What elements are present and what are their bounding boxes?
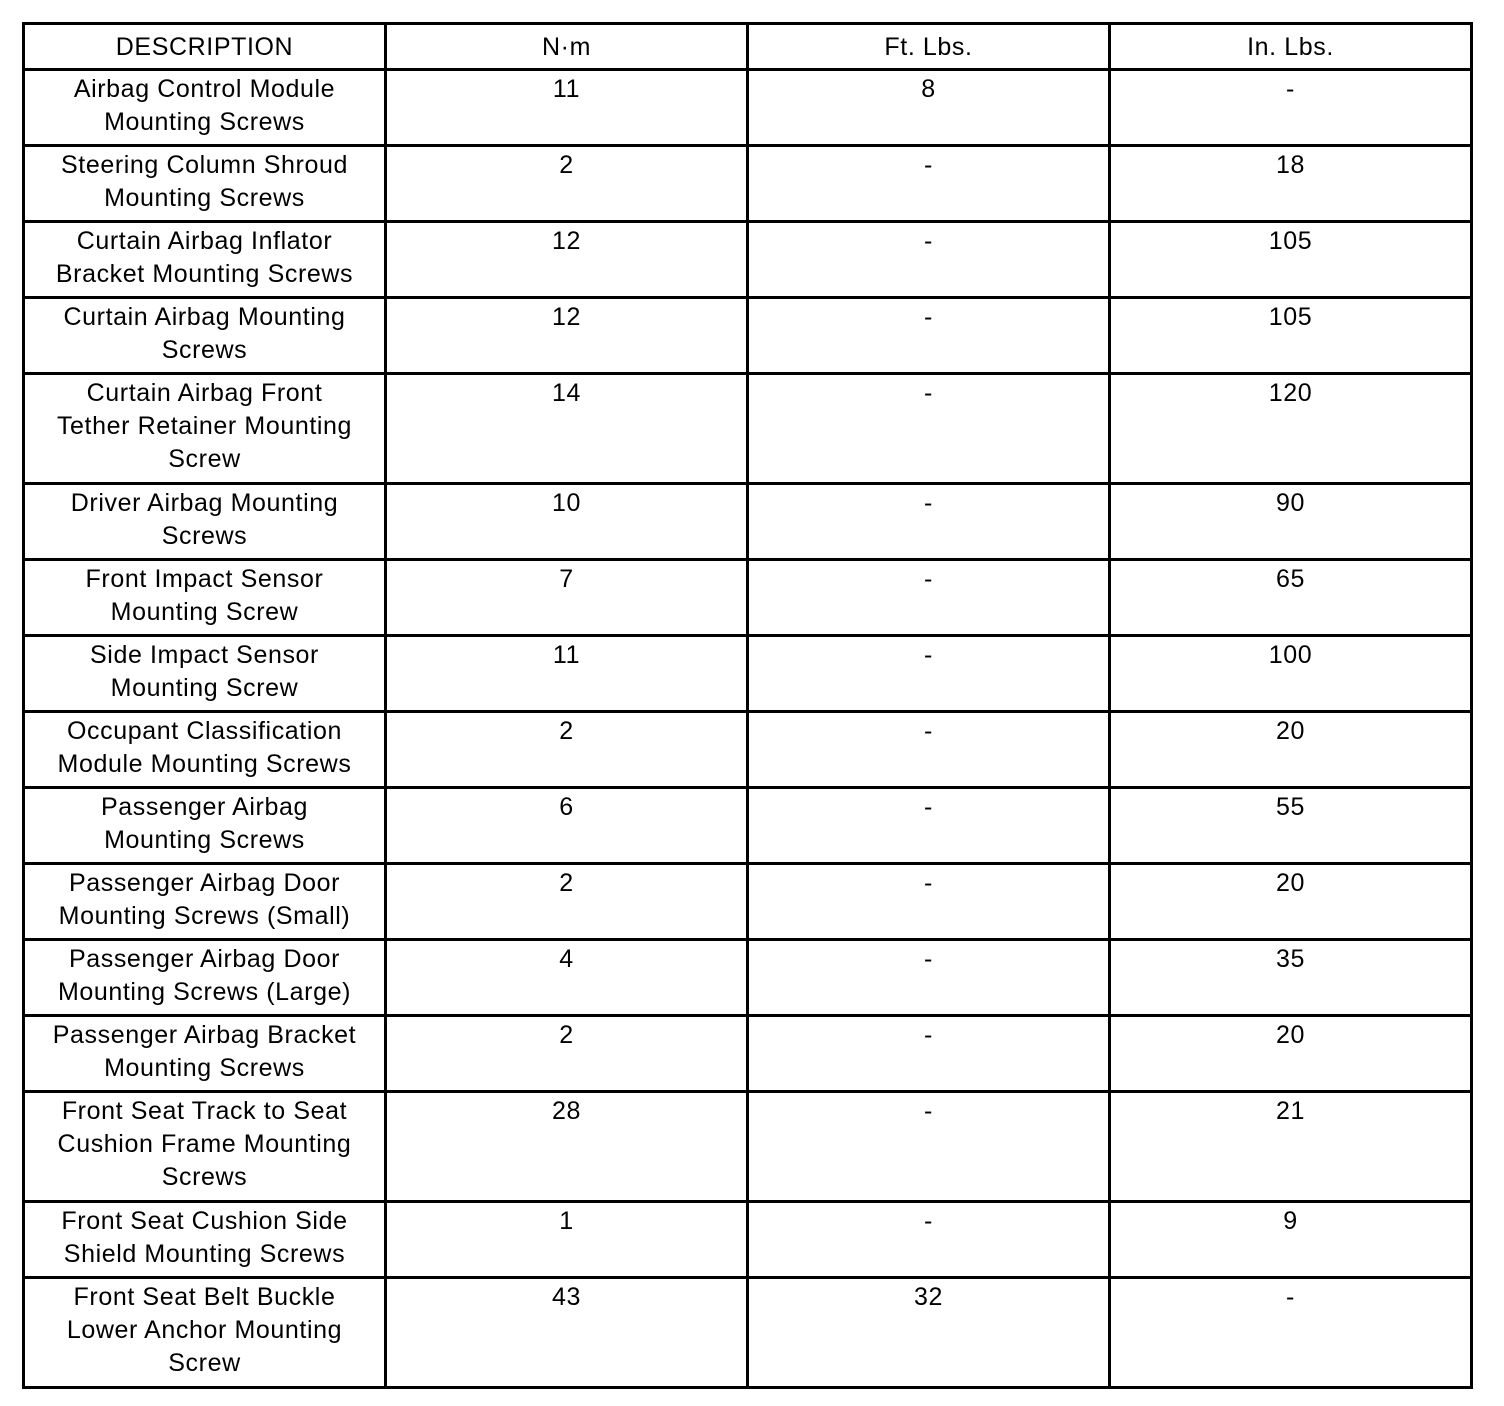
description-cell bbox=[24, 1202, 386, 1278]
description-line: Steering Column Shroud bbox=[61, 151, 348, 179]
table-row bbox=[24, 636, 1472, 712]
description-line: Occupant Classification bbox=[66, 717, 343, 745]
description-line: Screw bbox=[168, 1349, 241, 1377]
nm-value-cell: 28 bbox=[386, 1092, 748, 1202]
ft-lbs-value-cell: - bbox=[748, 1202, 1110, 1278]
table-row bbox=[24, 222, 1472, 298]
description-line: Mounting Screw bbox=[110, 674, 299, 702]
in-lbs-value-cell: 65 bbox=[1110, 560, 1472, 636]
description-line: Curtain Airbag Mounting bbox=[63, 303, 346, 331]
description-cell bbox=[24, 374, 386, 484]
in-lbs-value-cell: 105 bbox=[1110, 222, 1472, 298]
table-body bbox=[24, 70, 1472, 1388]
in-lbs-value-cell: 100 bbox=[1110, 636, 1472, 712]
in-lbs-value-cell: - bbox=[1110, 70, 1472, 146]
description-cell bbox=[24, 70, 386, 146]
table-row bbox=[24, 864, 1472, 940]
ft-lbs-value-cell: - bbox=[748, 864, 1110, 940]
table-row bbox=[24, 1092, 1472, 1202]
description-cell bbox=[24, 298, 386, 374]
in-lbs-value-cell: 20 bbox=[1110, 712, 1472, 788]
description-line: Screw bbox=[168, 445, 241, 473]
in-lbs-value-cell: 20 bbox=[1110, 1016, 1472, 1092]
column-header-ft-lbs: Ft. Lbs. bbox=[748, 24, 1110, 70]
in-lbs-value-cell: 55 bbox=[1110, 788, 1472, 864]
description-line: Mounting Screws (Large) bbox=[57, 978, 352, 1006]
nm-value-cell: 10 bbox=[386, 484, 748, 560]
in-lbs-value-cell: 18 bbox=[1110, 146, 1472, 222]
description-cell bbox=[24, 1092, 386, 1202]
description-line: Bracket Mounting Screws bbox=[55, 260, 354, 288]
description-cell bbox=[24, 712, 386, 788]
description-line: Front Seat Track to Seat bbox=[61, 1097, 348, 1125]
description-cell bbox=[24, 1278, 386, 1388]
description-line: Screws bbox=[161, 522, 248, 550]
ft-lbs-value-cell: - bbox=[748, 560, 1110, 636]
description-line: Cushion Frame Mounting bbox=[57, 1130, 352, 1158]
description-line: Lower Anchor Mounting bbox=[66, 1316, 343, 1344]
nm-value-cell: 6 bbox=[386, 788, 748, 864]
ft-lbs-value-cell: - bbox=[748, 298, 1110, 374]
nm-value-cell: 2 bbox=[386, 146, 748, 222]
description-cell bbox=[24, 788, 386, 864]
table-row bbox=[24, 374, 1472, 484]
in-lbs-value-cell: 105 bbox=[1110, 298, 1472, 374]
description-line: Curtain Airbag Inflator bbox=[76, 227, 333, 255]
description-line: Curtain Airbag Front bbox=[86, 379, 323, 407]
description-cell bbox=[24, 1016, 386, 1092]
column-header-in-lbs: In. Lbs. bbox=[1110, 24, 1472, 70]
table-row bbox=[24, 70, 1472, 146]
column-header-description: DESCRIPTION bbox=[24, 24, 386, 70]
nm-value-cell: 2 bbox=[386, 864, 748, 940]
ft-lbs-value-cell: - bbox=[748, 1092, 1110, 1202]
description-line: Mounting Screws (Small) bbox=[58, 902, 351, 930]
table-row bbox=[24, 788, 1472, 864]
nm-value-cell: 2 bbox=[386, 712, 748, 788]
nm-value-cell: 2 bbox=[386, 1016, 748, 1092]
description-line: Passenger Airbag Bracket bbox=[52, 1021, 357, 1049]
ft-lbs-value-cell: - bbox=[748, 222, 1110, 298]
header-row bbox=[24, 24, 1472, 70]
table-row bbox=[24, 940, 1472, 1016]
in-lbs-value-cell: 21 bbox=[1110, 1092, 1472, 1202]
nm-value-cell: 11 bbox=[386, 70, 748, 146]
in-lbs-value-cell: 90 bbox=[1110, 484, 1472, 560]
description-cell bbox=[24, 146, 386, 222]
nm-value-cell: 11 bbox=[386, 636, 748, 712]
nm-value-cell: 12 bbox=[386, 298, 748, 374]
description-cell bbox=[24, 636, 386, 712]
nm-value-cell: 4 bbox=[386, 940, 748, 1016]
description-cell bbox=[24, 484, 386, 560]
description-line: Mounting Screws bbox=[104, 826, 305, 854]
ft-lbs-value-cell: - bbox=[748, 788, 1110, 864]
description-line: Passenger Airbag Door bbox=[68, 945, 341, 973]
table-row bbox=[24, 484, 1472, 560]
description-cell bbox=[24, 940, 386, 1016]
nm-value-cell: 7 bbox=[386, 560, 748, 636]
description-line: Mounting Screws bbox=[104, 1054, 305, 1082]
ft-lbs-value-cell: - bbox=[748, 146, 1110, 222]
description-line: Mounting Screws bbox=[104, 108, 305, 136]
ft-lbs-value-cell: - bbox=[748, 1016, 1110, 1092]
description-line: Front Seat Cushion Side bbox=[61, 1207, 348, 1235]
description-line: Front Seat Belt Buckle bbox=[73, 1283, 336, 1311]
description-line: Passenger Airbag Door bbox=[68, 869, 341, 897]
ft-lbs-value-cell: - bbox=[748, 940, 1110, 1016]
nm-value-cell: 1 bbox=[386, 1202, 748, 1278]
in-lbs-value-cell: 9 bbox=[1110, 1202, 1472, 1278]
in-lbs-value-cell: 120 bbox=[1110, 374, 1472, 484]
description-cell bbox=[24, 222, 386, 298]
ft-lbs-value-cell: - bbox=[748, 374, 1110, 484]
column-header-nm: N·m bbox=[386, 24, 748, 70]
description-line: Airbag Control Module bbox=[73, 75, 336, 103]
description-line: Tether Retainer Mounting bbox=[56, 412, 353, 440]
table-row bbox=[24, 560, 1472, 636]
description-line: Mounting Screw bbox=[110, 598, 299, 626]
ft-lbs-value-cell: - bbox=[748, 636, 1110, 712]
table-row bbox=[24, 1016, 1472, 1092]
nm-value-cell: 43 bbox=[386, 1278, 748, 1388]
description-line: Passenger Airbag bbox=[101, 793, 308, 821]
table-row bbox=[24, 1278, 1472, 1388]
nm-value-cell: 14 bbox=[386, 374, 748, 484]
table-row bbox=[24, 298, 1472, 374]
in-lbs-value-cell: 20 bbox=[1110, 864, 1472, 940]
description-line: Module Mounting Screws bbox=[57, 750, 352, 778]
table-row bbox=[24, 1202, 1472, 1278]
torque-spec-table bbox=[22, 22, 1473, 1389]
description-line: Front Impact Sensor bbox=[85, 565, 324, 593]
in-lbs-value-cell: 35 bbox=[1110, 940, 1472, 1016]
description-line: Driver Airbag Mounting bbox=[70, 489, 339, 517]
ft-lbs-value-cell: - bbox=[748, 484, 1110, 560]
description-cell bbox=[24, 864, 386, 940]
ft-lbs-value-cell: 8 bbox=[748, 70, 1110, 146]
ft-lbs-value-cell: 32 bbox=[748, 1278, 1110, 1388]
in-lbs-value-cell: - bbox=[1110, 1278, 1472, 1388]
description-line: Side Impact Sensor bbox=[90, 641, 319, 669]
description-line: Mounting Screws bbox=[104, 184, 305, 212]
table-row bbox=[24, 146, 1472, 222]
nm-value-cell: 12 bbox=[386, 222, 748, 298]
description-line: Screws bbox=[161, 336, 248, 364]
description-line: Shield Mounting Screws bbox=[63, 1240, 346, 1268]
table-row bbox=[24, 712, 1472, 788]
description-line: Screws bbox=[161, 1163, 248, 1191]
ft-lbs-value-cell: - bbox=[748, 712, 1110, 788]
description-cell bbox=[24, 560, 386, 636]
